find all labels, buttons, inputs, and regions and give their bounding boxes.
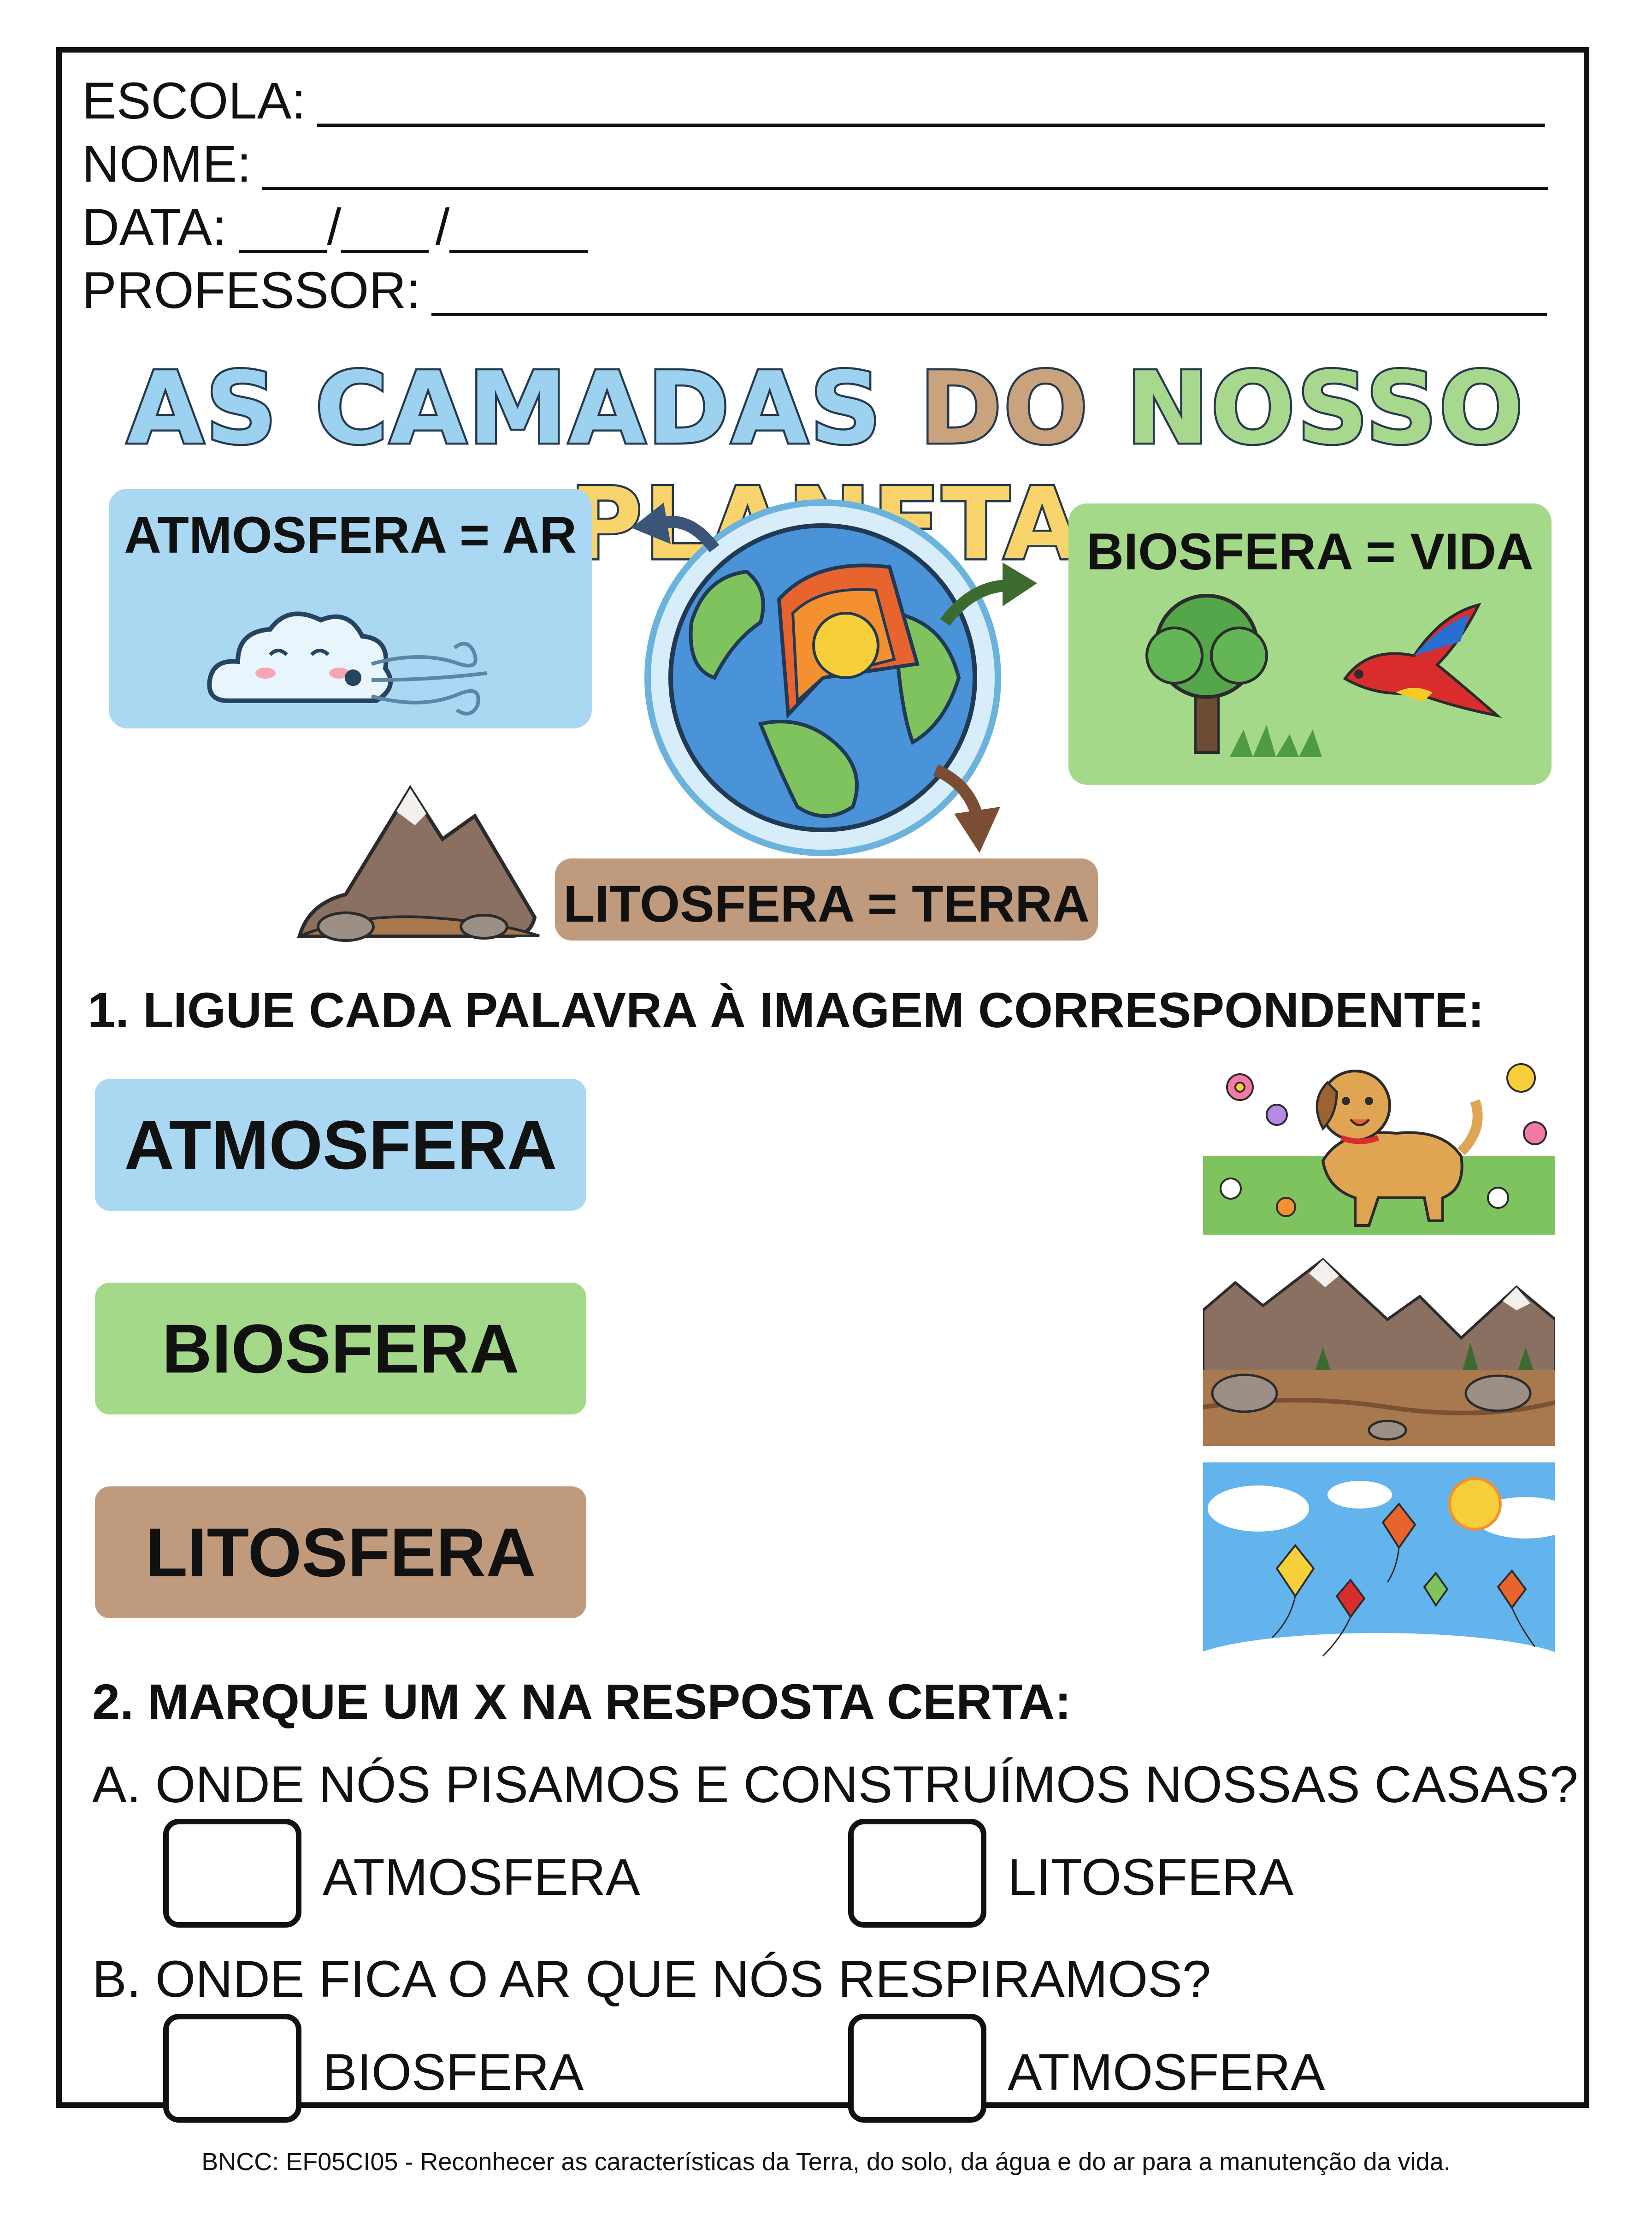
word-card-lithosphere[interactable]: LITOSFERA bbox=[95, 1486, 586, 1618]
teacher-label: PROFESSOR: bbox=[82, 261, 421, 319]
sky-with-kites-picture[interactable] bbox=[1203, 1462, 1555, 1673]
checkbox-2b-option-1[interactable] bbox=[163, 2014, 301, 2123]
word-card-atmosphere[interactable]: ATMOSFERA bbox=[95, 1079, 586, 1211]
teacher-field bbox=[82, 261, 1547, 319]
dog-flowers-icon bbox=[1203, 1050, 1555, 1235]
word-card-biosphere[interactable]: BIOSFERA bbox=[95, 1283, 586, 1414]
date-separator: / bbox=[435, 198, 450, 256]
title-word: AS CAMADAS bbox=[127, 350, 883, 466]
kites-sky-icon bbox=[1203, 1462, 1555, 1673]
tree-and-parrot-icon bbox=[1138, 586, 1516, 771]
mountains-picture[interactable] bbox=[1203, 1255, 1555, 1446]
date-separator: / bbox=[327, 198, 342, 256]
biosphere-card bbox=[1068, 503, 1552, 785]
checkbox-2a-option-2[interactable] bbox=[848, 1819, 986, 1928]
biosphere-label: BIOSFERA = VIDA bbox=[1086, 523, 1534, 580]
earth-layers-illustration bbox=[595, 484, 1079, 862]
atmosphere-label: ATMOSFERA = AR bbox=[124, 506, 577, 564]
question-2a-text: A. ONDE NÓS PISAMOS E CONSTRUÍMOS NOSSAS CASAS? bbox=[92, 1756, 1578, 1813]
title-word: NOSSO bbox=[1126, 350, 1525, 466]
lithosphere-card bbox=[555, 858, 1098, 941]
date-field bbox=[82, 198, 588, 256]
question-2-heading: 2. MARQUE UM X NA RESPOSTA CERTA: bbox=[92, 1674, 1072, 1729]
question-1-heading: 1. LIGUE CADA PALAVRA À IMAGEM CORRESPONDENTE: bbox=[88, 982, 1485, 1038]
mountain-landscape-icon bbox=[1203, 1255, 1555, 1446]
school-label: ESCOLA: bbox=[82, 72, 306, 130]
date-label: DATA: bbox=[82, 198, 227, 256]
option-label: BIOSFERA bbox=[323, 2043, 584, 2101]
lithosphere-label: LITOSFERA = TERRA bbox=[563, 875, 1090, 933]
school-input-line[interactable] bbox=[317, 87, 1545, 127]
name-label: NOME: bbox=[82, 135, 252, 193]
school-field bbox=[82, 72, 1545, 130]
name-input-line[interactable] bbox=[262, 150, 1548, 190]
atmosphere-card bbox=[109, 489, 592, 728]
mountain-icon bbox=[290, 779, 549, 945]
option-label: ATMOSFERA bbox=[323, 1848, 640, 1906]
bncc-footer: BNCC: EF05CI05 - Reconhecer as características da Terra, do solo, da água e do ar para a manutenção da vida. bbox=[201, 2148, 1451, 2176]
name-field bbox=[82, 135, 1548, 193]
checkbox-2b-option-2[interactable] bbox=[848, 2014, 986, 2123]
option-label: LITOSFERA bbox=[1008, 1848, 1294, 1906]
teacher-input-line[interactable] bbox=[431, 276, 1547, 316]
option-label: ATMOSFERA bbox=[1008, 2043, 1325, 2101]
dog-in-garden-picture[interactable] bbox=[1203, 1050, 1555, 1235]
date-month-line[interactable] bbox=[341, 213, 429, 253]
checkbox-2a-option-1[interactable] bbox=[163, 1819, 301, 1928]
title-word: DO bbox=[919, 350, 1090, 466]
date-day-line[interactable] bbox=[239, 213, 327, 253]
date-year-line[interactable] bbox=[449, 213, 588, 253]
question-2b-text: B. ONDE FICA O AR QUE NÓS RESPIRAMOS? bbox=[92, 1950, 1211, 2008]
wind-cloud-icon bbox=[201, 595, 514, 724]
